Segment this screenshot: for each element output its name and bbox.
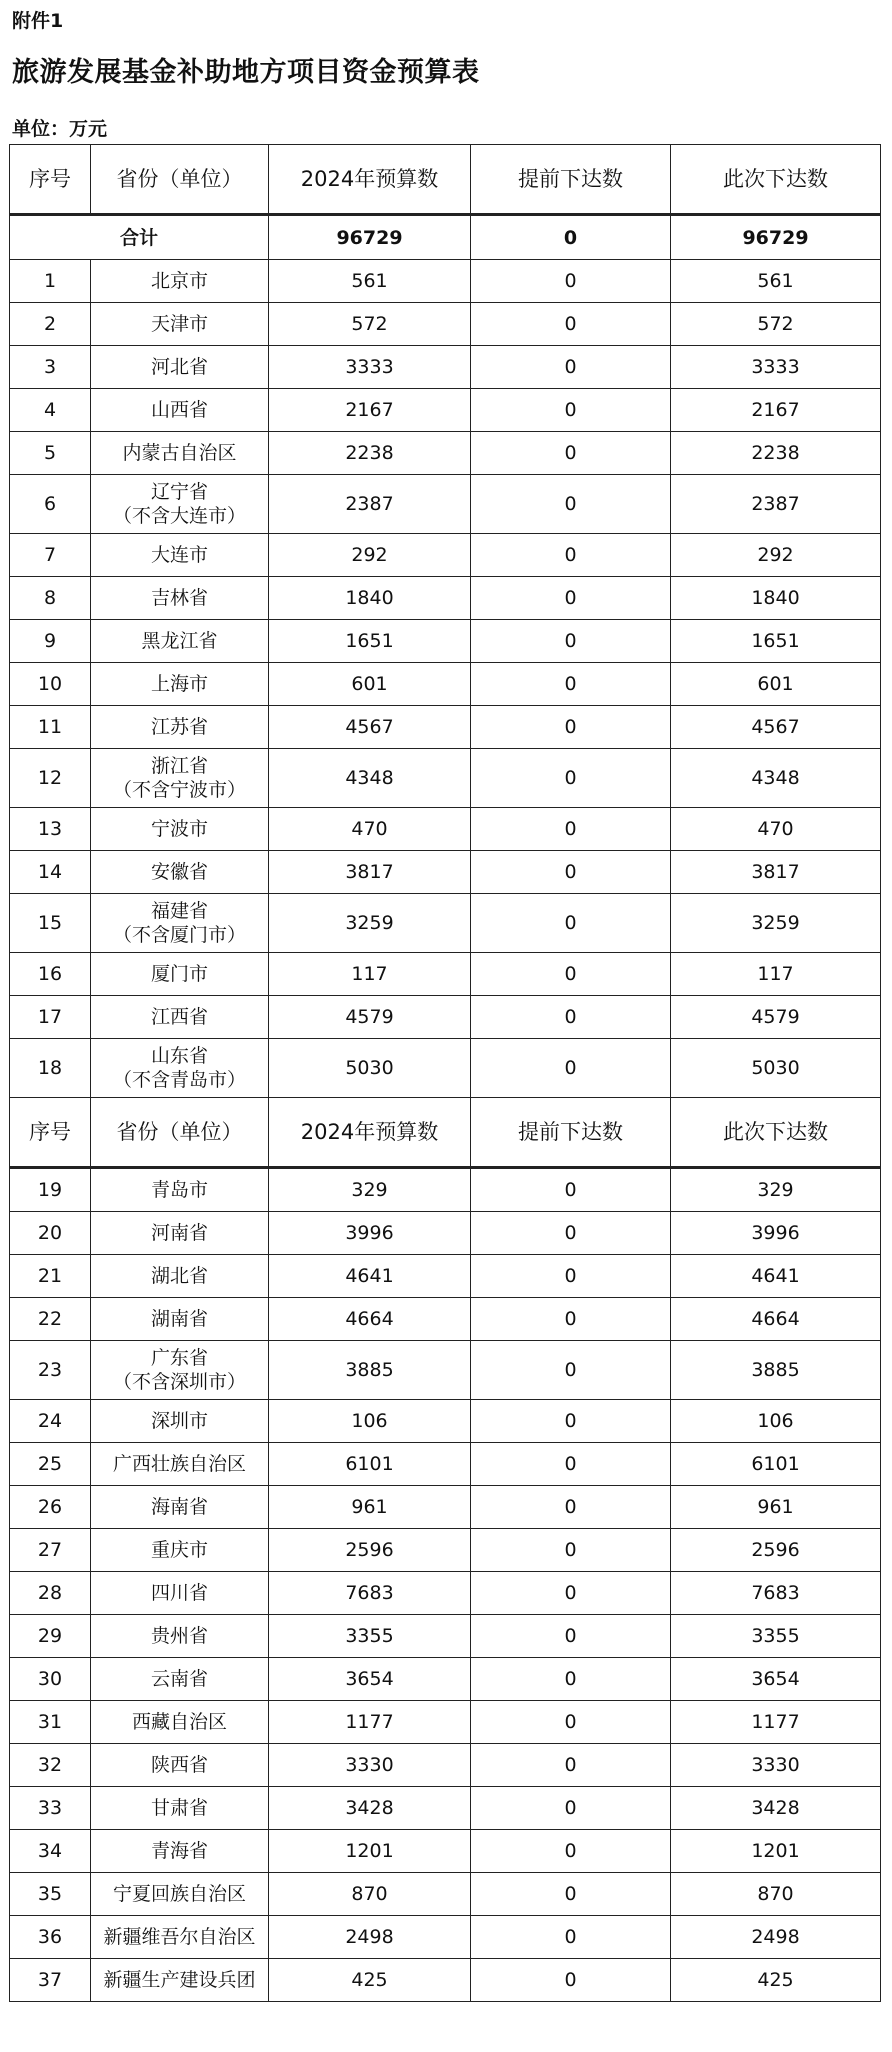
province-name — [91, 1701, 269, 1744]
current-value: 3355 — [671, 1615, 881, 1658]
table-row — [10, 1168, 881, 1212]
province-name — [91, 1787, 269, 1830]
table-row — [10, 260, 881, 303]
header-current: 此次下达数 — [671, 1098, 881, 1168]
budget-value: 2387 — [269, 475, 471, 534]
current-value: 470 — [671, 808, 881, 851]
budget-value: 2238 — [269, 432, 471, 475]
province-label: 西藏自治区 — [131, 1711, 227, 1733]
budget-value: 329 — [269, 1168, 471, 1212]
advance-value: 0 — [471, 1658, 671, 1701]
row-number: 21 — [10, 1255, 91, 1298]
budget-value: 3428 — [269, 1787, 471, 1830]
total-current: 96729 — [671, 215, 881, 260]
province-name — [91, 1873, 269, 1916]
row-number: 37 — [10, 1959, 91, 2002]
province-label: 河北省 — [150, 356, 208, 378]
advance-value: 0 — [471, 346, 671, 389]
province-name — [91, 346, 269, 389]
advance-value: 0 — [471, 1168, 671, 1212]
province-name — [91, 1572, 269, 1615]
table-row — [10, 1744, 881, 1787]
header-advance: 提前下达数 — [471, 145, 671, 215]
budget-value: 4664 — [269, 1298, 471, 1341]
budget-value: 292 — [269, 534, 471, 577]
table-row — [10, 389, 881, 432]
header-seq: 序号 — [10, 145, 91, 215]
advance-value: 0 — [471, 260, 671, 303]
province-name — [91, 1168, 269, 1212]
advance-value: 0 — [471, 620, 671, 663]
header-budget: 2024年预算数 — [269, 145, 471, 215]
budget-value: 106 — [269, 1400, 471, 1443]
advance-value: 0 — [471, 953, 671, 996]
budget-value: 6101 — [269, 1443, 471, 1486]
province-label: 宁夏回族自治区 — [112, 1883, 246, 1905]
table-row — [10, 620, 881, 663]
row-number: 27 — [10, 1529, 91, 1572]
current-value: 601 — [671, 663, 881, 706]
table-row — [10, 1787, 881, 1830]
page-title: 旅游发展基金补助地方项目资金预算表 — [12, 57, 480, 88]
budget-value: 3355 — [269, 1615, 471, 1658]
current-value: 106 — [671, 1400, 881, 1443]
budget-value: 4641 — [269, 1255, 471, 1298]
province-name — [91, 577, 269, 620]
header-province: 省份（单位） — [91, 1098, 269, 1168]
province-name — [91, 1341, 269, 1400]
advance-value: 0 — [471, 1341, 671, 1400]
total-budget: 96729 — [269, 215, 471, 260]
province-name — [91, 1658, 269, 1701]
province-name — [91, 996, 269, 1039]
province-label: 北京市 — [150, 270, 208, 292]
current-value: 3428 — [671, 1787, 881, 1830]
province-label: 青海省 — [150, 1840, 208, 1862]
current-value: 3333 — [671, 346, 881, 389]
province-name — [91, 663, 269, 706]
province-name — [91, 303, 269, 346]
advance-value: 0 — [471, 851, 671, 894]
table-row — [10, 1658, 881, 1701]
budget-value: 3885 — [269, 1341, 471, 1400]
header-budget: 2024年预算数 — [269, 1098, 471, 1168]
province-note: （不含厦门市） — [112, 924, 246, 946]
current-value: 561 — [671, 260, 881, 303]
advance-value: 0 — [471, 1701, 671, 1744]
current-value: 2387 — [671, 475, 881, 534]
budget-value: 1840 — [269, 577, 471, 620]
advance-value: 0 — [471, 749, 671, 808]
province-name — [91, 1400, 269, 1443]
province-label: 吉林省 — [150, 587, 208, 609]
table-row — [10, 1615, 881, 1658]
current-value: 3259 — [671, 894, 881, 953]
current-value: 3996 — [671, 1212, 881, 1255]
province-name — [91, 1212, 269, 1255]
province-note: （不含深圳市） — [112, 1371, 246, 1393]
province-name — [91, 432, 269, 475]
province-label: 贵州省 — [150, 1625, 208, 1647]
advance-value: 0 — [471, 534, 671, 577]
advance-value: 0 — [471, 1615, 671, 1658]
row-number: 36 — [10, 1916, 91, 1959]
province-label: 安徽省 — [150, 861, 208, 883]
province-name — [91, 620, 269, 663]
row-number: 28 — [10, 1572, 91, 1615]
row-number: 14 — [10, 851, 91, 894]
row-number: 31 — [10, 1701, 91, 1744]
current-value: 425 — [671, 1959, 881, 2002]
current-value: 1201 — [671, 1830, 881, 1873]
table-row — [10, 1701, 881, 1744]
advance-value: 0 — [471, 996, 671, 1039]
province-name — [91, 1255, 269, 1298]
row-number: 22 — [10, 1298, 91, 1341]
total-advance: 0 — [471, 215, 671, 260]
table-row — [10, 1916, 881, 1959]
current-value: 961 — [671, 1486, 881, 1529]
row-number: 35 — [10, 1873, 91, 1916]
current-value: 1840 — [671, 577, 881, 620]
budget-value: 561 — [269, 260, 471, 303]
advance-value: 0 — [471, 1298, 671, 1341]
province-name — [91, 894, 269, 953]
province-note: （不含青岛市） — [112, 1069, 246, 1091]
advance-value: 0 — [471, 1830, 671, 1873]
budget-value: 4579 — [269, 996, 471, 1039]
province-name — [91, 475, 269, 534]
row-number: 2 — [10, 303, 91, 346]
budget-value: 3817 — [269, 851, 471, 894]
budget-value: 2596 — [269, 1529, 471, 1572]
advance-value: 0 — [471, 432, 671, 475]
row-number: 6 — [10, 475, 91, 534]
row-number: 13 — [10, 808, 91, 851]
province-name — [91, 1298, 269, 1341]
header-row — [10, 1098, 881, 1168]
row-number: 4 — [10, 389, 91, 432]
table-row — [10, 706, 881, 749]
header-current: 此次下达数 — [671, 145, 881, 215]
row-number: 30 — [10, 1658, 91, 1701]
table-row — [10, 577, 881, 620]
budget-value: 1651 — [269, 620, 471, 663]
table-row — [10, 1400, 881, 1443]
current-value: 292 — [671, 534, 881, 577]
province-label: 重庆市 — [150, 1539, 208, 1561]
province-name — [91, 1916, 269, 1959]
province-name — [91, 1529, 269, 1572]
province-label: 浙江省 — [150, 755, 208, 777]
budget-value: 4348 — [269, 749, 471, 808]
table-row — [10, 1959, 881, 2002]
current-value: 572 — [671, 303, 881, 346]
advance-value: 0 — [471, 1400, 671, 1443]
budget-value: 425 — [269, 1959, 471, 2002]
table-row — [10, 851, 881, 894]
table-row — [10, 1341, 881, 1400]
table-row — [10, 475, 881, 534]
province-label: 山东省 — [150, 1045, 208, 1067]
header-row — [10, 145, 881, 215]
table-row — [10, 534, 881, 577]
row-number: 18 — [10, 1039, 91, 1098]
province-label: 四川省 — [150, 1582, 208, 1604]
province-label: 江西省 — [150, 1006, 208, 1028]
advance-value: 0 — [471, 706, 671, 749]
advance-value: 0 — [471, 894, 671, 953]
table-row — [10, 1212, 881, 1255]
advance-value: 0 — [471, 1959, 671, 2002]
row-number: 15 — [10, 894, 91, 953]
row-number: 23 — [10, 1341, 91, 1400]
province-name — [91, 808, 269, 851]
table-row — [10, 663, 881, 706]
province-label: 新疆生产建设兵团 — [103, 1969, 256, 1991]
province-label: 新疆维吾尔自治区 — [103, 1926, 256, 1948]
current-value: 3817 — [671, 851, 881, 894]
budget-table — [9, 144, 881, 2002]
province-label: 厦门市 — [150, 963, 208, 985]
province-name — [91, 706, 269, 749]
advance-value: 0 — [471, 303, 671, 346]
advance-value: 0 — [471, 1787, 671, 1830]
advance-value: 0 — [471, 577, 671, 620]
province-label: 深圳市 — [150, 1410, 208, 1432]
province-label: 甘肃省 — [150, 1797, 208, 1819]
current-value: 4567 — [671, 706, 881, 749]
row-number: 12 — [10, 749, 91, 808]
current-value: 4641 — [671, 1255, 881, 1298]
budget-value: 470 — [269, 808, 471, 851]
table-row — [10, 1039, 881, 1098]
row-number: 3 — [10, 346, 91, 389]
province-label: 黑龙江省 — [141, 630, 218, 652]
advance-value: 0 — [471, 1255, 671, 1298]
province-label: 宁波市 — [150, 818, 208, 840]
budget-value: 5030 — [269, 1039, 471, 1098]
current-value: 2238 — [671, 432, 881, 475]
province-name — [91, 534, 269, 577]
row-number: 5 — [10, 432, 91, 475]
current-value: 5030 — [671, 1039, 881, 1098]
current-value: 117 — [671, 953, 881, 996]
advance-value: 0 — [471, 475, 671, 534]
budget-value: 4567 — [269, 706, 471, 749]
advance-value: 0 — [471, 808, 671, 851]
province-name — [91, 749, 269, 808]
province-label: 广东省 — [150, 1347, 208, 1369]
row-number: 20 — [10, 1212, 91, 1255]
province-label: 江苏省 — [150, 716, 208, 738]
budget-value: 601 — [269, 663, 471, 706]
budget-value: 572 — [269, 303, 471, 346]
province-label: 辽宁省 — [150, 481, 208, 503]
province-note: （不含大连市） — [112, 505, 246, 527]
table-row — [10, 1255, 881, 1298]
advance-value: 0 — [471, 1873, 671, 1916]
row-number: 24 — [10, 1400, 91, 1443]
advance-value: 0 — [471, 1529, 671, 1572]
province-name — [91, 1959, 269, 2002]
table-row — [10, 1443, 881, 1486]
row-number: 8 — [10, 577, 91, 620]
row-number: 1 — [10, 260, 91, 303]
province-name — [91, 1615, 269, 1658]
table-row — [10, 1529, 881, 1572]
advance-value: 0 — [471, 1212, 671, 1255]
current-value: 329 — [671, 1168, 881, 1212]
attachment-label: 附件1 — [12, 10, 64, 32]
unit-label: 单位：万元 — [12, 118, 108, 140]
province-label: 海南省 — [150, 1496, 208, 1518]
table-row — [10, 808, 881, 851]
total-row — [10, 215, 881, 260]
current-value: 2167 — [671, 389, 881, 432]
province-name — [91, 1744, 269, 1787]
header-province: 省份（单位） — [91, 145, 269, 215]
budget-value: 3333 — [269, 346, 471, 389]
current-value: 3654 — [671, 1658, 881, 1701]
table-body — [10, 145, 881, 2002]
row-number: 17 — [10, 996, 91, 1039]
row-number: 32 — [10, 1744, 91, 1787]
province-label: 云南省 — [150, 1668, 208, 1690]
advance-value: 0 — [471, 1744, 671, 1787]
province-name — [91, 260, 269, 303]
province-name — [91, 1039, 269, 1098]
current-value: 1177 — [671, 1701, 881, 1744]
row-number: 9 — [10, 620, 91, 663]
row-number: 16 — [10, 953, 91, 996]
current-value: 2596 — [671, 1529, 881, 1572]
table-row — [10, 749, 881, 808]
budget-value: 7683 — [269, 1572, 471, 1615]
province-label: 大连市 — [150, 544, 208, 566]
row-number: 33 — [10, 1787, 91, 1830]
table-row — [10, 996, 881, 1039]
table-row — [10, 1572, 881, 1615]
province-label: 内蒙古自治区 — [122, 442, 237, 464]
budget-value: 961 — [269, 1486, 471, 1529]
province-name — [91, 851, 269, 894]
table-row — [10, 303, 881, 346]
budget-value: 3996 — [269, 1212, 471, 1255]
table-row — [10, 1486, 881, 1529]
current-value: 2498 — [671, 1916, 881, 1959]
header-seq: 序号 — [10, 1098, 91, 1168]
budget-value: 1201 — [269, 1830, 471, 1873]
row-number: 29 — [10, 1615, 91, 1658]
advance-value: 0 — [471, 1039, 671, 1098]
advance-value: 0 — [471, 1916, 671, 1959]
province-label: 青岛市 — [150, 1179, 208, 1201]
province-label: 河南省 — [150, 1222, 208, 1244]
table-row — [10, 1830, 881, 1873]
advance-value: 0 — [471, 389, 671, 432]
total-label: 合计 — [10, 215, 269, 260]
advance-value: 0 — [471, 1572, 671, 1615]
table-row — [10, 432, 881, 475]
table-row — [10, 346, 881, 389]
budget-value: 1177 — [269, 1701, 471, 1744]
current-value: 870 — [671, 1873, 881, 1916]
advance-value: 0 — [471, 663, 671, 706]
budget-value: 2167 — [269, 389, 471, 432]
current-value: 4664 — [671, 1298, 881, 1341]
budget-value: 3259 — [269, 894, 471, 953]
row-number: 26 — [10, 1486, 91, 1529]
table-row — [10, 1873, 881, 1916]
row-number: 25 — [10, 1443, 91, 1486]
row-number: 19 — [10, 1168, 91, 1212]
row-number: 7 — [10, 534, 91, 577]
province-name — [91, 1486, 269, 1529]
province-label: 湖北省 — [150, 1265, 208, 1287]
header-advance: 提前下达数 — [471, 1098, 671, 1168]
budget-value: 117 — [269, 953, 471, 996]
current-value: 3885 — [671, 1341, 881, 1400]
province-label: 山西省 — [150, 399, 208, 421]
budget-value: 2498 — [269, 1916, 471, 1959]
province-label: 湖南省 — [150, 1308, 208, 1330]
budget-value: 3330 — [269, 1744, 471, 1787]
current-value: 6101 — [671, 1443, 881, 1486]
province-label: 福建省 — [150, 900, 208, 922]
current-value: 7683 — [671, 1572, 881, 1615]
table-row — [10, 894, 881, 953]
province-name — [91, 1443, 269, 1486]
province-label: 广西壮族自治区 — [112, 1453, 246, 1475]
current-value: 3330 — [671, 1744, 881, 1787]
current-value: 4348 — [671, 749, 881, 808]
current-value: 4579 — [671, 996, 881, 1039]
province-name — [91, 389, 269, 432]
province-label: 陕西省 — [150, 1754, 208, 1776]
budget-value: 3654 — [269, 1658, 471, 1701]
province-name — [91, 953, 269, 996]
row-number: 34 — [10, 1830, 91, 1873]
table-row — [10, 953, 881, 996]
current-value: 1651 — [671, 620, 881, 663]
table-row — [10, 1298, 881, 1341]
province-label: 上海市 — [150, 673, 208, 695]
advance-value: 0 — [471, 1486, 671, 1529]
row-number: 10 — [10, 663, 91, 706]
province-label: 天津市 — [150, 313, 208, 335]
province-name — [91, 1830, 269, 1873]
row-number: 11 — [10, 706, 91, 749]
budget-value: 870 — [269, 1873, 471, 1916]
advance-value: 0 — [471, 1443, 671, 1486]
province-note: （不含宁波市） — [112, 779, 246, 801]
